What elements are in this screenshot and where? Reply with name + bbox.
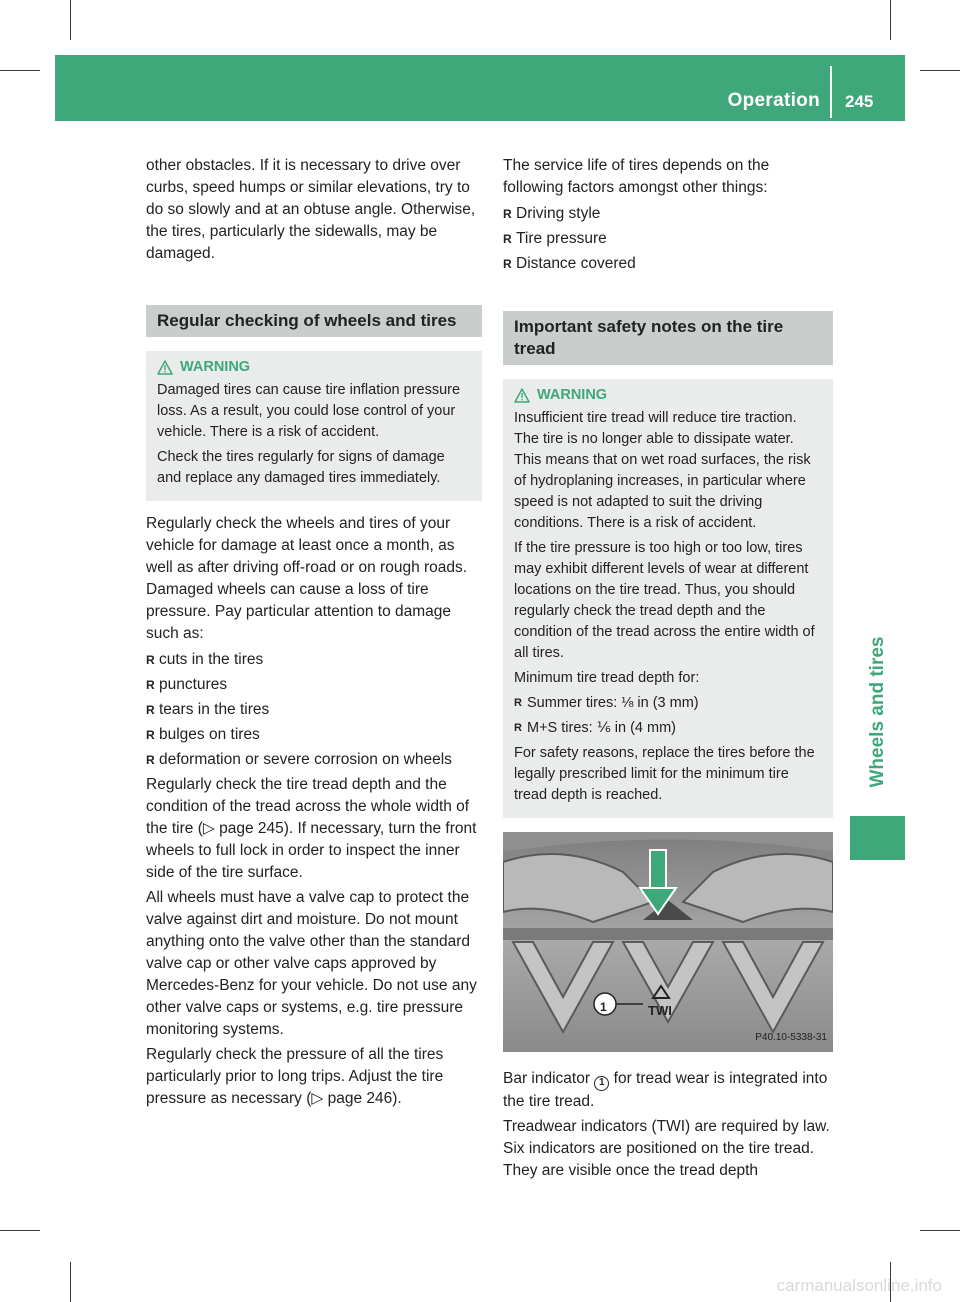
paragraph: Regularly check the pressure of all the tires particularly prior to long trips. Adjust the tire pressure as necessary (▷ page 246). bbox=[146, 1046, 444, 1107]
warning-box bbox=[146, 351, 482, 501]
crop-mark bbox=[70, 1262, 71, 1302]
section-heading: Important safety notes on the tire tread bbox=[503, 311, 833, 365]
crop-mark bbox=[0, 70, 40, 71]
list-item: R M+S tires: ⅙ in (4 mm) bbox=[514, 718, 822, 739]
tread-depth-list bbox=[514, 693, 822, 739]
side-tab bbox=[850, 612, 905, 812]
right-column bbox=[503, 155, 833, 1185]
crop-mark bbox=[920, 1230, 960, 1231]
list-item: R bulges on tires bbox=[146, 724, 482, 746]
callout-ref-icon: 1 bbox=[594, 1076, 609, 1091]
list-item: R Summer tires: ⅛ in (3 mm) bbox=[514, 693, 822, 714]
header-separator bbox=[830, 66, 832, 118]
paragraph: All wheels must have a valve cap to protect the valve against dirt and moisture. Do not mount anything onto the valve other than the standard valve cap or other valve caps approved by Mercedes-Benz for your vehicle. Do not use any other valve caps or systems, e.g. tire pressure monitoring systems. bbox=[146, 889, 477, 1038]
paragraph: The service life of tires depends on the following factors amongst other things: bbox=[503, 157, 770, 196]
warning-label: WARNING bbox=[180, 359, 251, 375]
warning-icon bbox=[157, 360, 173, 375]
list-item: R Tire pressure bbox=[503, 228, 833, 250]
page-number: 245 bbox=[845, 92, 874, 111]
text-fragment: Bar indicator bbox=[503, 1070, 591, 1087]
paragraph bbox=[503, 1068, 833, 1113]
warning-text: Damaged tires can cause tire inflation pressure loss. As a result, you could lose control of your vehicle. There is a risk of accident. bbox=[157, 382, 461, 440]
list-item: R Driving style bbox=[503, 203, 833, 225]
paragraph: Regularly check the tire tread depth and the condition of the tread across the whole width of the tire (▷ page 245). If necessary, turn the front wheels to full lock in order to inspect the inner side of the tire surface. bbox=[146, 776, 477, 881]
warning-text: Minimum tire tread depth for: bbox=[514, 670, 700, 686]
damage-list bbox=[146, 649, 482, 771]
factor-list bbox=[503, 203, 833, 275]
crop-mark bbox=[0, 1230, 40, 1231]
section-title: Operation bbox=[727, 90, 820, 111]
section-heading: Regular checking of wheels and tires bbox=[146, 305, 482, 337]
warning-text: Insufficient tire tread will reduce tire traction. The tire is no longer able to dissipate water. This means that on wet road surfaces, the risk of hydroplaning increases, in particular where speed is not adapted to suit the driving conditions. There is a risk of accident. bbox=[514, 410, 811, 531]
paragraph: Treadwear indicators (TWI) are required by law. Six indicators are positioned on the tire tread. They are visible once the tread depth bbox=[503, 1118, 830, 1179]
image-code: P40.10-5338-31 bbox=[755, 1032, 827, 1043]
side-tab-marker bbox=[850, 816, 905, 860]
list-item: R tears in the tires bbox=[146, 699, 482, 721]
warning-icon bbox=[514, 388, 530, 403]
left-column bbox=[146, 155, 482, 1113]
list-item: R deformation or severe corrosion on wheels bbox=[146, 749, 482, 771]
crop-mark bbox=[890, 0, 891, 40]
twi-label: TWI bbox=[648, 1003, 672, 1018]
warning-text: Check the tires regularly for signs of damage and replace any damaged tires immediately. bbox=[157, 449, 445, 486]
crop-mark bbox=[70, 0, 71, 40]
list-item: R punctures bbox=[146, 674, 482, 696]
warning-text: For safety reasons, replace the tires before the legally prescribed limit for the minimum tire tread depth is reached. bbox=[514, 745, 815, 803]
footer-watermark: carmanualsonline.info bbox=[776, 1276, 942, 1295]
paragraph: Regularly check the wheels and tires of your vehicle for damage at least once a month, as well as after driving off-road or on rough roads. Damaged wheels can cause a loss of tire pressure. Pay particular attention to damage such as: bbox=[146, 515, 468, 642]
warning-label: WARNING bbox=[537, 387, 608, 403]
text-fragment: for tread wear is integrated into the tire tread. bbox=[503, 1070, 828, 1110]
list-item: R Distance covered bbox=[503, 253, 833, 275]
crop-mark bbox=[920, 70, 960, 71]
warning-header bbox=[514, 385, 822, 406]
warning-box bbox=[503, 379, 833, 818]
tire-tread-image bbox=[503, 832, 833, 1052]
warning-header bbox=[157, 357, 471, 378]
warning-text: If the tire pressure is too high or too low, tires may exhibit different levels of wear at different locations on the tire tread. Thus, you should regularly check the tread depth and the condition of the tread across the entire width of all tires. bbox=[514, 540, 815, 661]
callout-number: 1 bbox=[600, 1000, 607, 1014]
paragraph: other obstacles. If it is necessary to drive over curbs, speed humps or similar elevations, try to do so slowly and at an obtuse angle. Otherwise, the tires, particularly the sidewalls, may be damaged. bbox=[146, 157, 476, 262]
side-tab-label: Wheels and tires bbox=[866, 636, 888, 788]
list-item: R cuts in the tires bbox=[146, 649, 482, 671]
